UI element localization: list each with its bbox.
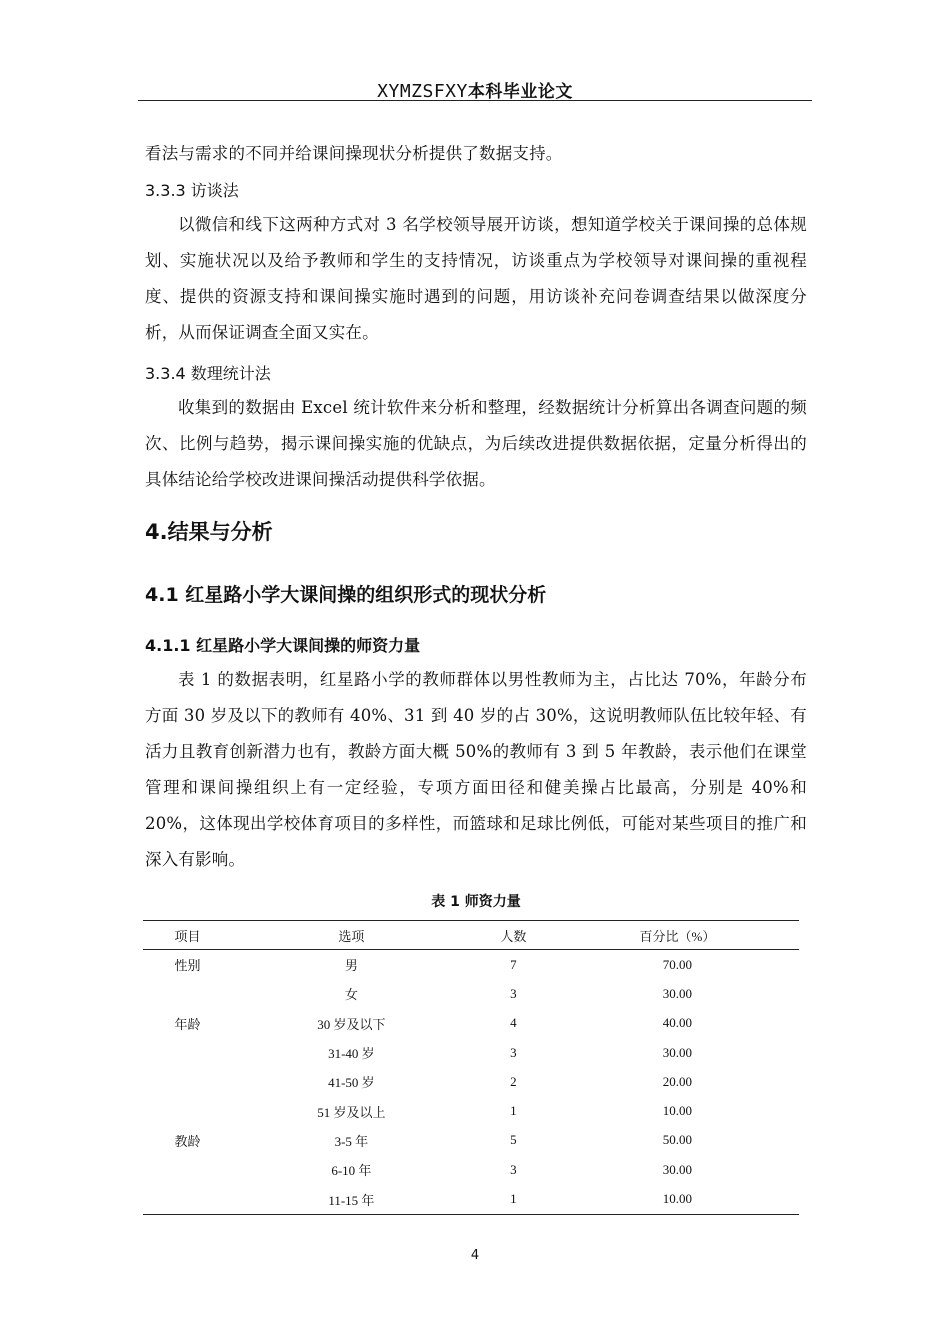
table-cell: 10.00 <box>662 1103 693 1119</box>
header-cn: 本科毕业论文 <box>467 82 573 102</box>
table-cell: 70.00 <box>662 956 693 972</box>
table-cell: 41-50 岁 <box>328 1075 375 1091</box>
table-cell: 女 <box>344 987 358 1003</box>
page-header <box>138 72 812 101</box>
section-heading-4-1-1: 4.1.1 红星路小学大课间操的师资力量 <box>145 636 421 655</box>
table-cell: 10.00 <box>556 1184 799 1214</box>
table-cell: 教龄 <box>174 1133 201 1149</box>
section-heading-4-1: 4.1 红星路小学大课间操的组织形式的现状分析 <box>145 584 547 606</box>
section-heading-3-3-3: 3.3.3 访谈法 <box>145 181 239 200</box>
table-header-cell: 选项 <box>232 921 471 950</box>
table-cell: 11-15 年 <box>232 1184 471 1214</box>
header-title <box>377 81 573 102</box>
table-cell: 男 <box>344 958 358 974</box>
table-cell: 6-10 年 <box>331 1163 372 1179</box>
table-row <box>143 1155 799 1184</box>
paragraph-interview: 以微信和线下这两种方式对 3 名学校领导展开访谈，想知道学校关于课间操的总体规划、实施状况以及给予教师和学生的支持情况，访谈重点为学校领导对课间操的重视程度、提供的资源支持和课间操实施时遇到的问题，用访谈补充问卷调查结果以做深度分析，从而保证调查全面又实在。 <box>145 215 807 342</box>
table-cell: 1 <box>471 1184 556 1214</box>
table-cell <box>143 1155 232 1184</box>
table-cell: 3-5 年 <box>334 1133 369 1149</box>
table-cell: 50.00 <box>662 1132 693 1148</box>
table-cell: 30 岁及以下 <box>317 1016 386 1032</box>
table-cell: 3 <box>510 985 517 1001</box>
table-cell: 1 <box>510 1103 517 1119</box>
table-cell: 51 岁及以上 <box>317 1104 386 1120</box>
table-cell: 性别 <box>174 958 201 974</box>
chapter-heading-4: 4.结果与分析 <box>145 520 273 544</box>
table-cell: 4 <box>510 1015 517 1031</box>
table-cell: 30.00 <box>662 985 693 1001</box>
table-cell: 40.00 <box>662 1015 693 1031</box>
table-cell: 30.00 <box>662 1044 693 1060</box>
paragraph-table-analysis: 表 1 的数据表明，红星路小学的教师群体以男性教师为主，占比达 70%，年龄分布方面 30 岁及以下的教师有 40%、31 到 40 岁的占 30%，这说明教师队伍比较年轻、有活力且教育创新潜力也有，教龄方面大概 50%的教师有 3 到 5 年教龄，表示他们在课堂管理和课间操组织上有一定经验，专项方面田径和健美操占比最高，分别是 40%和 20%，这体现出学校体育项目的多样性，而篮球和足球比例低，可能对某些项目的推广和深入有影响。 <box>145 670 807 869</box>
table-row <box>143 1067 799 1096</box>
table-header-cell: 人数 <box>471 921 556 950</box>
table-header-row <box>143 921 799 950</box>
header-latin: XYMZSFXY <box>377 81 468 102</box>
table-cell: 30.00 <box>662 1161 693 1177</box>
table-cell: 3 <box>510 1161 517 1177</box>
table-cell: 31-40 岁 <box>328 1046 375 1062</box>
table-cell <box>143 1067 232 1096</box>
table-cell <box>143 1096 232 1125</box>
table-header-cell: 百分比（%） <box>556 921 799 950</box>
table-caption: 表 1 师资力量 <box>431 894 521 910</box>
table-row <box>143 1184 799 1214</box>
table-row <box>143 979 799 1008</box>
table-cell: 5 <box>510 1132 517 1148</box>
paragraph-continuation: 看法与需求的不同并给课间操现状分析提供了数据支持。 <box>145 144 563 163</box>
table-cell: 3 <box>510 1044 517 1060</box>
page-number: 4 <box>470 1248 480 1263</box>
table-cell: 2 <box>510 1073 517 1089</box>
table-header-cell: 项目 <box>143 921 232 950</box>
table-cell: 20.00 <box>662 1073 693 1089</box>
section-heading-3-3-4: 3.3.4 数理统计法 <box>145 364 271 383</box>
table-cell <box>143 1038 232 1067</box>
table-cell <box>143 979 232 1008</box>
paragraph-statistics: 收集到的数据由 Excel 统计软件来分析和整理，经数据统计分析算出各调查问题的频次、比例与趋势，揭示课间操实施的优缺点，为后续改进提供数据依据，定量分析得出的具体结论给学校改进课间操活动提供科学依据。 <box>145 398 807 489</box>
table-cell: 年龄 <box>174 1016 201 1032</box>
table-row <box>143 1126 799 1155</box>
table-row <box>143 1009 799 1038</box>
table-cell: 7 <box>510 956 517 972</box>
teacher-staff-table <box>143 920 799 1215</box>
table-row <box>143 950 799 980</box>
table-cell <box>143 1184 232 1214</box>
table-row <box>143 1038 799 1067</box>
table-row <box>143 1096 799 1125</box>
